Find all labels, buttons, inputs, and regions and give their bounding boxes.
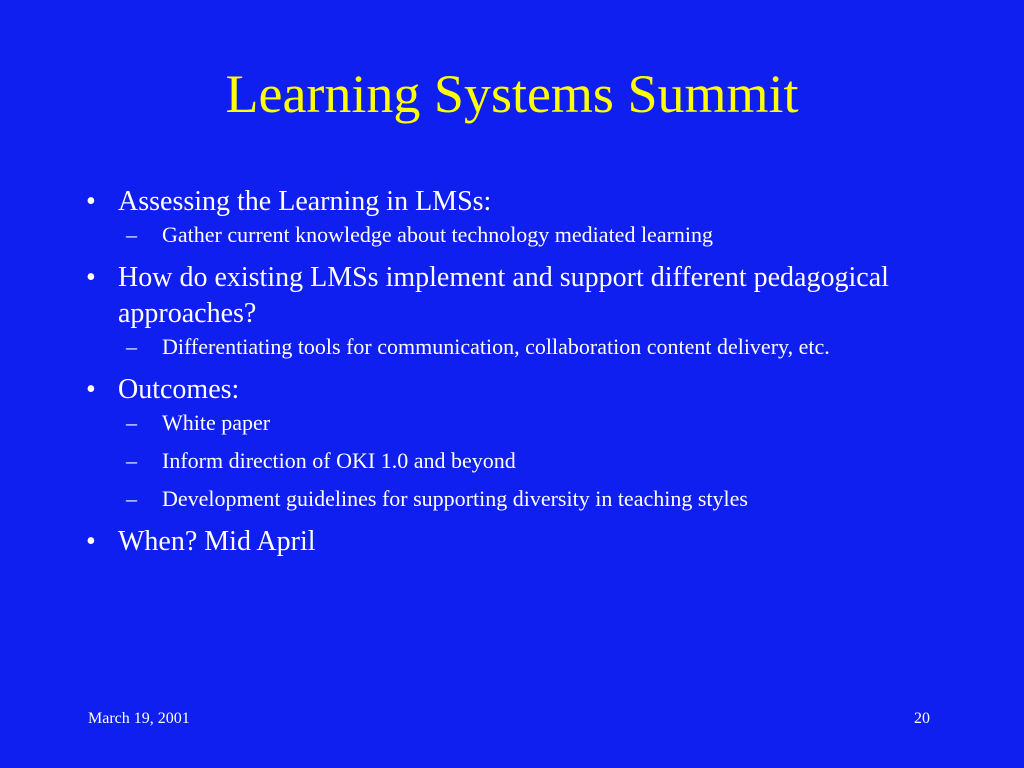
sub-bullet-text: Gather current knowledge about technology mediated learning [162, 222, 714, 247]
bullet-item [78, 524, 938, 560]
sub-bullet-item [78, 220, 938, 250]
bullet-text: When? Mid April [118, 526, 316, 557]
sub-bullet-item [78, 332, 938, 362]
slide-body [78, 184, 938, 560]
bullet-item [78, 184, 938, 220]
sub-bullet-glyph: – [126, 486, 137, 511]
bullet-text: Outcomes: [118, 374, 240, 405]
footer-date: March 19, 2001 [88, 710, 190, 727]
sub-bullet-item [78, 484, 938, 514]
sub-bullet-text: Development guidelines for supporting diversity in teaching styles [162, 486, 748, 511]
sub-bullet-glyph: – [126, 222, 137, 247]
bullet-glyph: • [86, 374, 96, 405]
bullet-item [78, 372, 938, 408]
bullet-glyph: • [86, 186, 96, 217]
bullet-glyph: • [86, 526, 96, 557]
sub-bullet-glyph: – [126, 448, 137, 473]
sub-bullet-glyph: – [126, 334, 137, 359]
sub-bullet-item [78, 408, 938, 438]
slide-title: Learning Systems Summit [225, 64, 799, 124]
sub-bullet-text: White paper [162, 410, 271, 435]
sub-bullet-text: Differentiating tools for communication, collaboration content delivery, etc. [162, 334, 830, 359]
bullet-text: How do existing LMSs implement and support different pedagogical approaches? [118, 262, 889, 329]
sub-bullet-item [78, 446, 938, 476]
bullet-text: Assessing the Learning in LMSs: [118, 186, 492, 217]
bullet-glyph: • [86, 262, 96, 293]
sub-bullet-glyph: – [126, 410, 137, 435]
bullet-item [78, 260, 938, 332]
sub-bullet-text: Inform direction of OKI 1.0 and beyond [162, 448, 516, 473]
footer-page-number: 20 [914, 710, 930, 727]
